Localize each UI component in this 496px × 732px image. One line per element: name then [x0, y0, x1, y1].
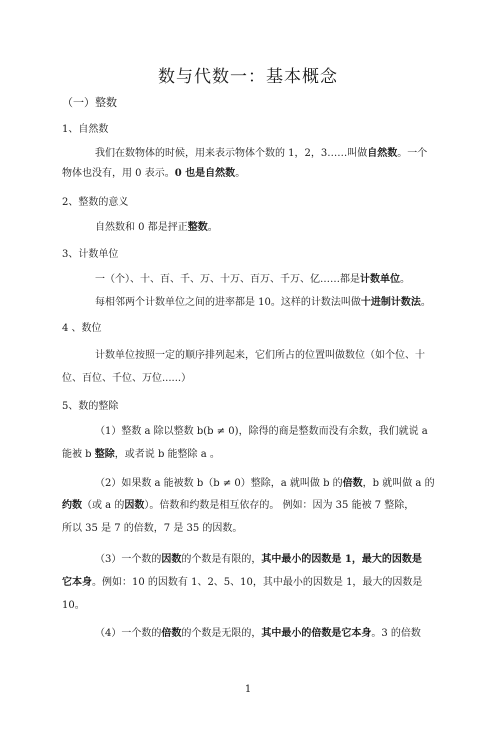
paragraph-line: （4）一个数的倍数的个数是无限的，其中最小的倍数是它本身。3 的倍数	[95, 628, 421, 639]
heading-digit-place: 4 、数位	[62, 323, 102, 334]
paragraph-line: 自然数和 0 都是抨正整数。	[95, 222, 218, 233]
heading-counting-units: 3、计数单位	[62, 249, 119, 260]
paragraph-line: 计数单位按照一定的顺序排列起来，它们所占的位置叫做数位（如个位、十	[95, 350, 425, 361]
paragraph-line: 能被 b 整除，或者说 b 能整除 a 。	[62, 449, 220, 460]
heading-divisibility: 5、数的整除	[62, 401, 119, 412]
paragraph-line: 一（个）、十、百、千、万、十万、百万、千万、亿……都是计数单位。	[95, 274, 410, 285]
paragraph-line: 所以 35 是 7 的倍数，7 是 35 的因数。	[62, 523, 243, 534]
paragraph-line: 每相邻两个计数单位之间的进率都是 10。这样的计数法叫做十进制计数法。	[95, 297, 431, 308]
paragraph-line: 10。	[62, 600, 85, 611]
heading-integer-meaning: 2、整数的意义	[62, 197, 129, 208]
heading-natural-numbers: 1、自然数	[62, 124, 109, 135]
paragraph-line: 它本身。例如：10 的因数有 1、2、5、10，其中最小的因数是 1，最大的因数是	[62, 577, 423, 588]
paragraph-line: （3）一个数的因数的个数是有限的，其中最小的因数是 1，最大的因数是	[95, 554, 422, 565]
page-number: 1	[244, 684, 252, 695]
paragraph-line: （2）如果数 a 能被数 b（b ≠ 0）整除，a 就叫做 b 的倍数，b 就叫做 a 的	[95, 478, 435, 489]
paragraph-line: 我们在数物体的时候，用来表示物体个数的 1，2，3……叫做自然数。一个	[95, 148, 428, 159]
page-title: 数与代数一：基本概念	[158, 67, 338, 87]
paragraph-line: 物体也没有，用 0 表示。0 也是自然数。	[62, 168, 246, 179]
paragraph-line: （1）整数 a 除以整数 b(b ≠ 0)，除得的商是整数而没有余数，我们就说 a	[95, 426, 428, 437]
paragraph-line: 约数（或 a 的因数）。倍数和约数是相互依存的。 例如：因为 35 能被 7 整除，	[62, 500, 415, 511]
paragraph-line: 位、百位、千位、万位......）	[62, 373, 192, 384]
section-heading: （一）整数	[62, 96, 117, 109]
